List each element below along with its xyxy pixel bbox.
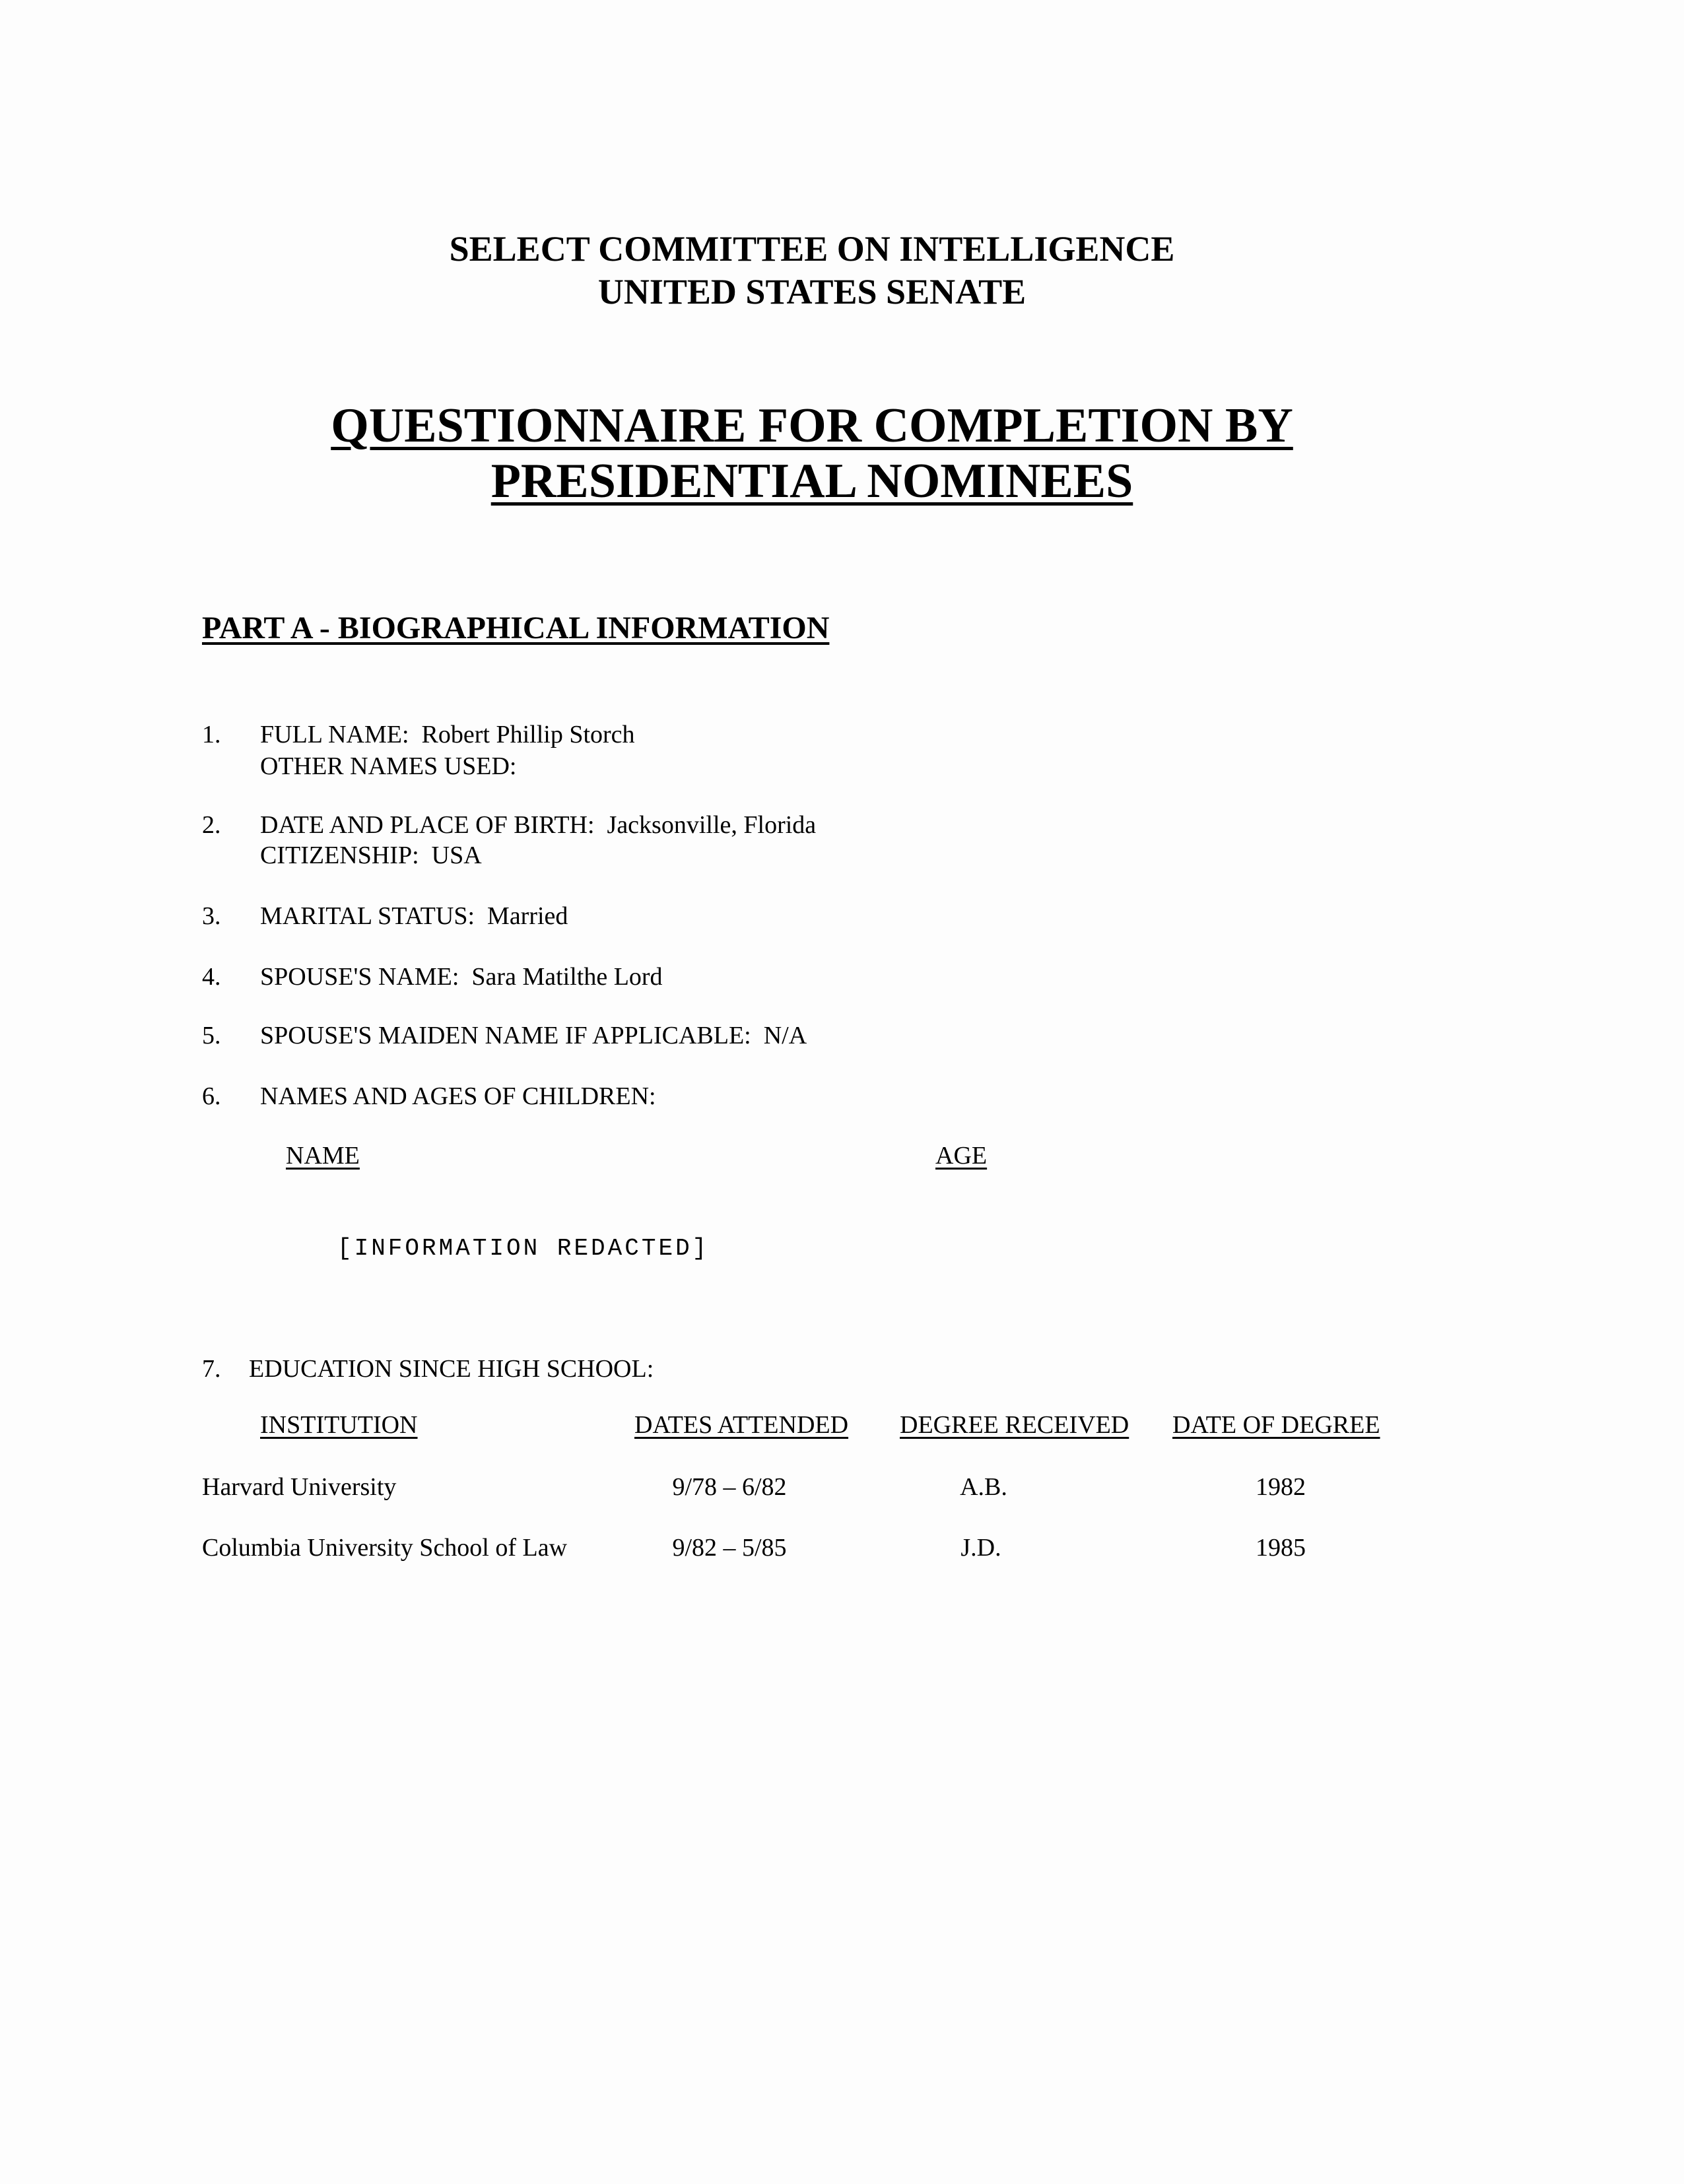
col-header-degree-received: DEGREE RECEIVED <box>900 1411 1129 1439</box>
degree-cell: A.B. <box>960 1473 1007 1501</box>
children-label: NAMES AND AGES OF CHILDREN: <box>260 1082 656 1110</box>
document-title-line1: QUESTIONNAIRE FOR COMPLETION BY <box>331 399 1293 453</box>
maiden-name-value: N/A <box>763 1022 807 1049</box>
field-label: DATE AND PLACE OF BIRTH: <box>260 811 595 839</box>
full-name-value: Robert Phillip Storch <box>421 721 635 748</box>
field-label: SPOUSE'S MAIDEN NAME IF APPLICABLE: <box>260 1022 751 1049</box>
item-number: 7. <box>202 1355 221 1383</box>
item-number: 1. <box>202 721 221 748</box>
col-header-date-of-degree: DATE OF DEGREE <box>1172 1411 1380 1439</box>
committee-name: SELECT COMMITTEE ON INTELLIGENCE <box>449 229 1175 269</box>
spouse-name-value: Sara Matilthe Lord <box>471 963 663 991</box>
item-number: 6. <box>202 1082 221 1110</box>
field-label: SPOUSE'S NAME: <box>260 963 459 991</box>
field-label: MARITAL STATUS: <box>260 902 475 930</box>
degree-cell: J.D. <box>960 1534 1001 1562</box>
senate-name: UNITED STATES SENATE <box>597 272 1027 312</box>
dates-cell: 9/78 – 6/82 <box>672 1473 787 1501</box>
dates-cell: 9/82 – 5/85 <box>672 1534 787 1562</box>
children-age-header: AGE <box>935 1142 988 1170</box>
col-header-institution: INSTITUTION <box>260 1411 418 1439</box>
institution-cell: Harvard University <box>202 1473 397 1501</box>
full-name-row <box>260 722 635 747</box>
other-names-label: OTHER NAMES USED: <box>260 752 517 780</box>
degree-date-cell: 1982 <box>1256 1473 1306 1501</box>
document-title-line2: PRESIDENTIAL NOMINEES <box>490 454 1133 508</box>
spouse-name-row <box>260 964 663 989</box>
birth-row <box>260 812 816 838</box>
children-name-header: NAME <box>286 1142 360 1170</box>
education-label: EDUCATION SINCE HIGH SCHOOL: <box>249 1355 654 1383</box>
item-number: 3. <box>202 902 221 930</box>
marital-status-value: Married <box>487 902 568 930</box>
degree-date-cell: 1985 <box>1256 1534 1306 1562</box>
redacted-notice: [INFORMATION REDACTED] <box>337 1235 710 1262</box>
marital-status-row <box>260 904 568 929</box>
item-number: 2. <box>202 811 221 839</box>
citizenship-row <box>260 843 482 868</box>
item-number: 5. <box>202 1022 221 1049</box>
field-label: CITIZENSHIP: <box>260 842 419 869</box>
col-header-dates-attended: DATES ATTENDED <box>634 1411 849 1439</box>
institution-cell: Columbia University School of Law <box>202 1534 568 1562</box>
section-heading: PART A - BIOGRAPHICAL INFORMATION <box>202 611 830 645</box>
field-label: FULL NAME: <box>260 721 409 748</box>
maiden-name-row <box>260 1023 807 1048</box>
item-number: 4. <box>202 963 221 991</box>
citizenship-value: USA <box>431 842 482 869</box>
birth-place-value: Jacksonville, Florida <box>607 811 817 839</box>
